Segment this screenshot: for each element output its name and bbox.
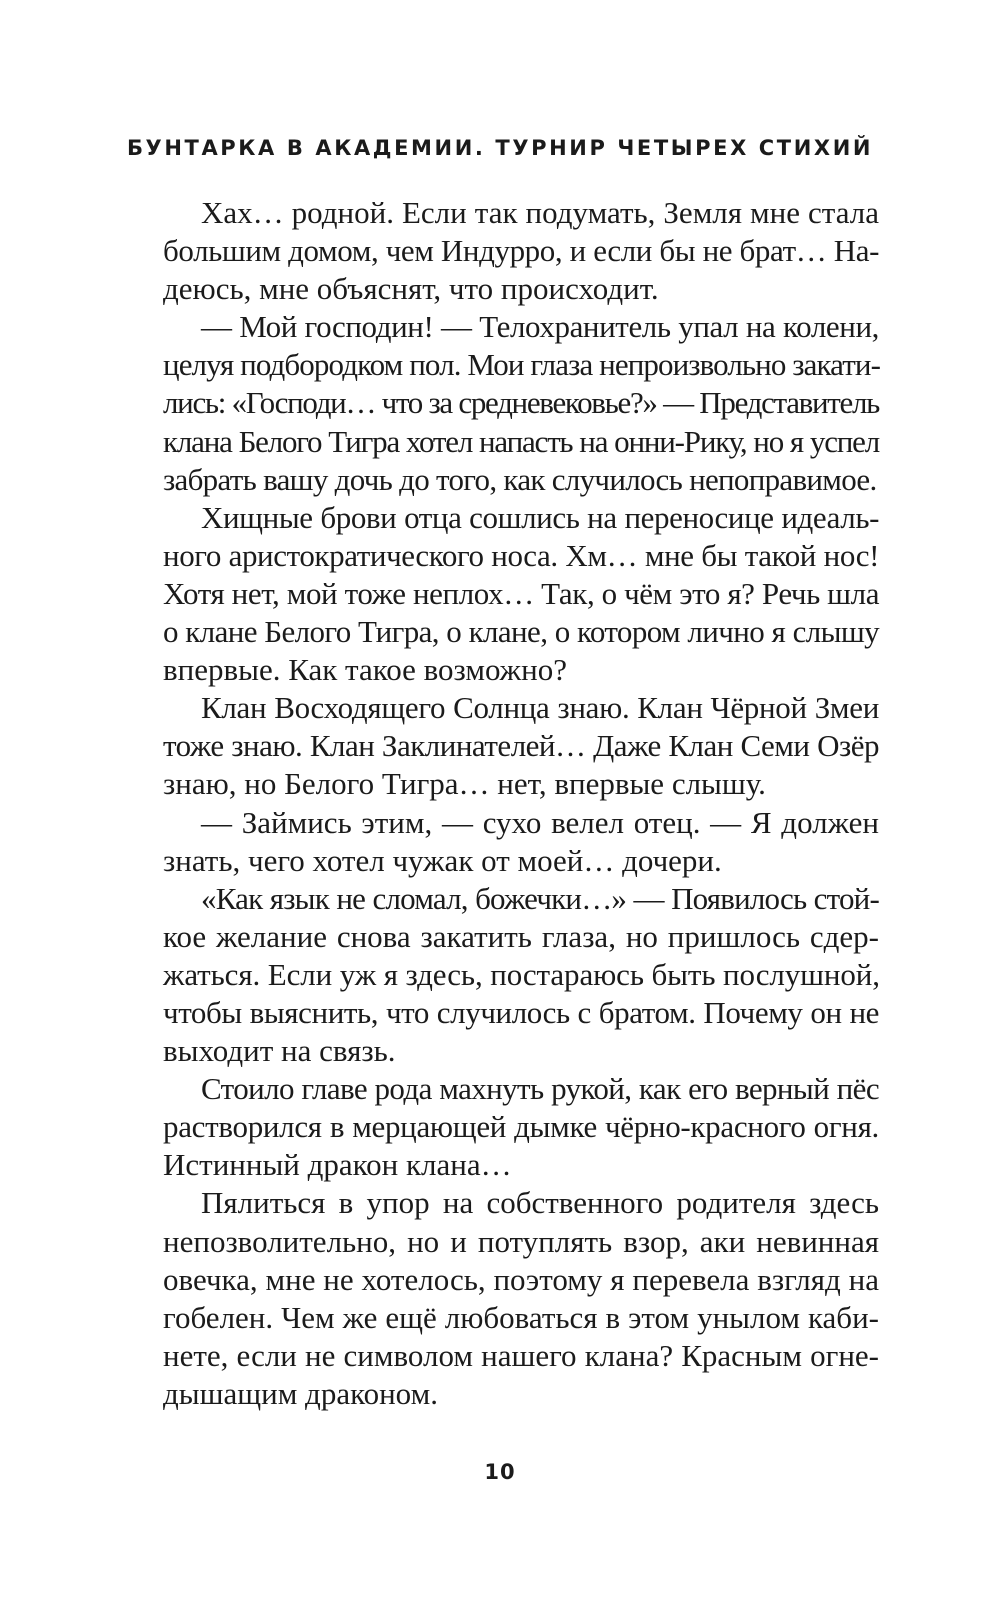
text-line: гобелен. Чем же ещё любоваться в этом унылом каби-	[163, 1299, 879, 1335]
page-number: 10	[484, 1460, 516, 1484]
text-line: ного аристократического носа. Хм… мне бы такой нос!	[163, 537, 879, 573]
running-head: БУНТАРКА В АКАДЕМИИ. ТУРНИР ЧЕТЫРЕХ СТИХИЙ	[126, 136, 874, 160]
text-line: чтобы выяснить, что случилось с братом. Почему он не	[163, 994, 879, 1030]
text-line: о клане Белого Тигра, о клане, о котором лично я слышу	[163, 614, 879, 650]
body-text	[163, 194, 879, 1413]
text-line: Хищные брови отца сошлись на переносице идеаль-	[201, 499, 879, 535]
text-line: Клан Восходящего Солнца знаю. Клан Чёрной Змеи	[201, 690, 879, 726]
text-line: выходит на связь.	[163, 1033, 396, 1069]
text-line: деюсь, мне объяснят, что происходит.	[163, 271, 659, 307]
text-line: «Как язык не сломал, божечки…» — Появилось стой-	[201, 880, 879, 916]
text-line: овечка, мне не хотелось, поэтому я перевела взгляд на	[163, 1261, 879, 1297]
text-line: Пялиться в упор на собственного родителя здесь	[201, 1185, 879, 1221]
text-line: дышащим драконом.	[163, 1375, 438, 1411]
text-line: знать, чего хотел чужак от моей… дочери.	[163, 842, 722, 878]
text-line: — Мой господин! — Телохранитель упал на колени,	[201, 309, 879, 345]
text-line: Стоило главе рода махнуть рукой, как его верный пёс	[201, 1071, 879, 1107]
text-line: нете, если не символом нашего клана? Красным огне-	[163, 1337, 879, 1373]
text-line: лись: «Господи… что за средневековье?» — Представитель	[163, 385, 879, 421]
text-line: непозволительно, но и потуплять взор, аки невинная	[163, 1223, 879, 1259]
text-line: Хах… родной. Если так подумать, Земля мне стала	[201, 195, 879, 230]
text-line: клана Белого Тигра хотел напасть на онни-Рику, но я успел	[163, 423, 879, 459]
text-line: жаться. Если уж я здесь, постараюсь быть послушной,	[163, 956, 880, 992]
text-line: целуя подбородком пол. Мои глаза непроизвольно закати-	[163, 347, 881, 383]
text-line: растворился в мерцающей дымке чёрно-красного огня.	[163, 1109, 879, 1145]
text-line: — Займись этим, — сухо велел отец. — Я должен	[201, 804, 879, 840]
text-line: тоже знаю. Клан Заклинателей… Даже Клан Семи Озёр	[163, 728, 879, 764]
text-line: забрать вашу дочь до того, как случилось непоправимое.	[163, 461, 877, 497]
text-line: впервые. Как такое возможно?	[163, 652, 567, 688]
text-line: Хотя нет, мой тоже неплох… Так, о чём это я? Речь шла	[163, 575, 880, 611]
text-line: большим домом, чем Индурро, и если бы не брат… На-	[163, 233, 879, 269]
text-line: кое желание снова закатить глаза, но пришлось сдер-	[163, 918, 879, 954]
text-line: знаю, но Белого Тигра… нет, впервые слышу.	[163, 766, 766, 802]
text-line: Истинный дракон клана…	[163, 1147, 512, 1183]
